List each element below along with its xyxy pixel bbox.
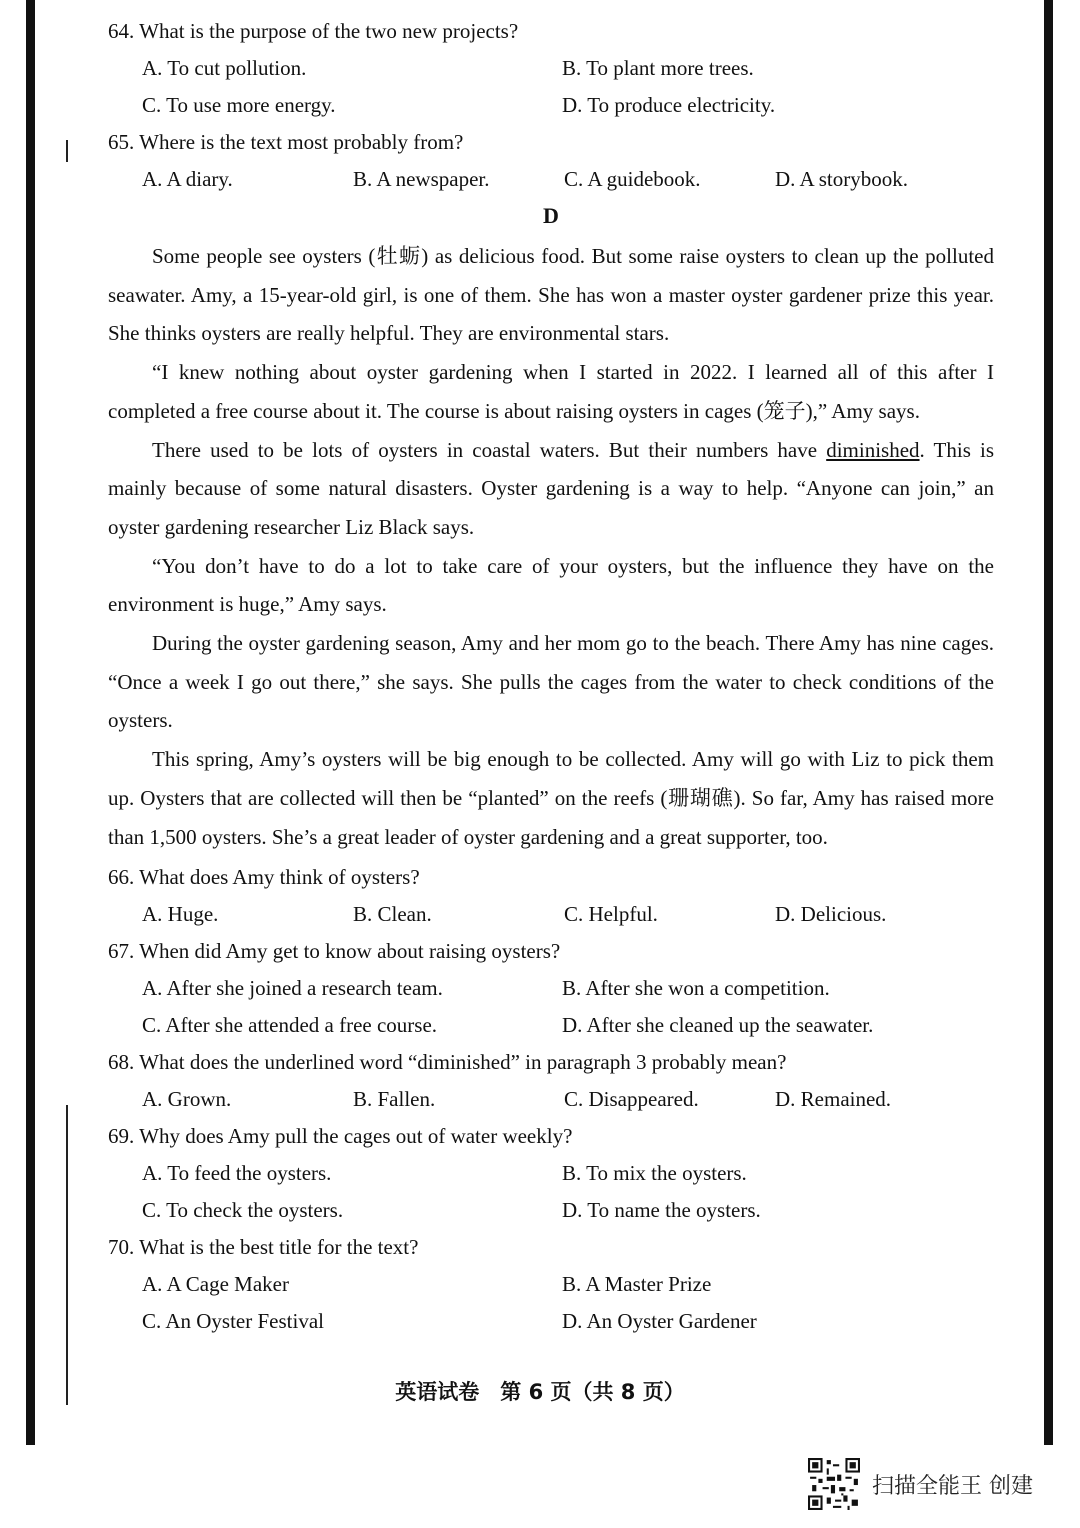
option-c: C. Helpful. — [564, 902, 658, 927]
paragraph-6: This spring, Amy’s oysters will be big enough to be collected. Amy will go with Liz to pick them up. Oysters that are collected will then be “planted” on the reefs (珊瑚礁). So far, Amy has raised more than 1,500 oysters. She’s a great leader of oyster gardening and a great supporter, too. — [108, 747, 994, 849]
question-64-options — [142, 55, 994, 118]
option-d: D. To name the oysters. — [562, 1198, 761, 1223]
option-d: D. After she cleaned up the seawater. — [562, 1013, 874, 1038]
passage — [108, 237, 994, 856]
question-68-options — [142, 1086, 994, 1112]
question-66: 66. What does Amy think of oysters? — [108, 865, 420, 890]
option-d: D. Remained. — [775, 1087, 892, 1112]
question-64: 64. What is the purpose of the two new projects? — [108, 19, 519, 43]
option-c: C. Disappeared. — [564, 1087, 699, 1112]
option-d: D. Delicious. — [775, 902, 887, 927]
option-b: B. Fallen. — [353, 1087, 436, 1112]
page-border-right — [1044, 0, 1053, 1445]
scanner-watermark — [808, 1458, 1033, 1510]
option-b: B. After she won a competition. — [562, 976, 830, 1001]
question-69: 69. Why does Amy pull the cages out of water weekly? — [108, 1124, 573, 1149]
watermark-text: 扫描全能王 创建 — [872, 1473, 1033, 1499]
page-border-left — [26, 0, 35, 1445]
paragraph-1: Some people see oysters (牡蛎) as delicious food. But some raise oysters to clean up the polluted seawater. Amy, a 15-year-old girl, is one of them. She has won a master oyster gardener prize this year. She thinks oysters are really helpful. They are environmental stars. — [108, 244, 994, 346]
question-69-options — [142, 1160, 994, 1223]
paragraph-3-text: There used to be lots of oysters in coastal waters. But their numbers have — [152, 437, 827, 462]
option-b: B. To plant more trees. — [562, 56, 754, 80]
option-a: A. Grown. — [142, 1087, 232, 1112]
option-c: C. To use more energy. — [142, 93, 336, 117]
option-b: B. Clean. — [353, 902, 432, 927]
option-c: C. To check the oysters. — [142, 1198, 344, 1223]
qr-code-icon — [808, 1458, 860, 1510]
option-a: A. To cut pollution. — [142, 56, 307, 80]
option-b: B. To mix the oysters. — [562, 1161, 747, 1186]
question-65-options — [142, 166, 994, 192]
option-a: A. After she joined a research team. — [142, 976, 443, 1001]
paragraph-3 — [108, 431, 994, 547]
option-c: C. An Oyster Festival — [142, 1309, 324, 1334]
option-d: D. To produce electricity. — [562, 93, 776, 117]
question-65: 65. Where is the text most probably from? — [108, 130, 464, 154]
underlined-word: diminished — [826, 437, 920, 462]
option-a: A. A Cage Maker — [142, 1272, 289, 1297]
option-c: C. A guidebook. — [564, 167, 701, 191]
paragraph-5: During the oyster gardening season, Amy and her mom go to the beach. There Amy has nine cages. “Once a week I go out there,” she says. She pulls the cages from the water to check conditions of the oysters. — [108, 631, 994, 733]
option-d: D. A storybook. — [775, 167, 909, 191]
option-b: B. A Master Prize — [562, 1272, 712, 1297]
question-70: 70. What is the best title for the text? — [108, 1235, 419, 1260]
option-a: A. Huge. — [142, 902, 219, 927]
section-title: D — [543, 203, 559, 228]
option-c: C. After she attended a free course. — [142, 1013, 438, 1038]
paragraph-3-text: . This is mainly because of some natural disasters. Oyster gardening is a way to help. “Anyone can join,” an oyster gardening researcher Liz Black says. — [108, 437, 994, 539]
option-d: D. An Oyster Gardener — [562, 1309, 757, 1334]
option-a: A. To feed the oysters. — [142, 1161, 332, 1186]
question-67-options — [142, 975, 994, 1038]
question-70-options — [142, 1271, 994, 1334]
question-68: 68. What does the underlined word “diminished” in paragraph 3 probably mean? — [108, 1050, 787, 1075]
page-footer: 英语试卷 第 6 页（共 8 页） — [395, 1380, 685, 1404]
paragraph-2: “I knew nothing about oyster gardening when I started in 2022. I learned all of this after I completed a free course about it. The course is about raising oysters in cages (笼子),” Amy says. — [108, 360, 994, 423]
question-67: 67. When did Amy get to know about raising oysters? — [108, 939, 561, 964]
option-b: B. A newspaper. — [353, 167, 490, 191]
option-a: A. A diary. — [142, 167, 233, 191]
exam-page — [108, 18, 994, 1345]
question-66-options — [142, 901, 994, 927]
paragraph-4: “You don’t have to do a lot to take care of your oysters, but the influence they have on the environment is huge,” Amy says. — [108, 553, 994, 617]
margin-mark — [66, 140, 68, 162]
margin-mark — [66, 1105, 68, 1405]
